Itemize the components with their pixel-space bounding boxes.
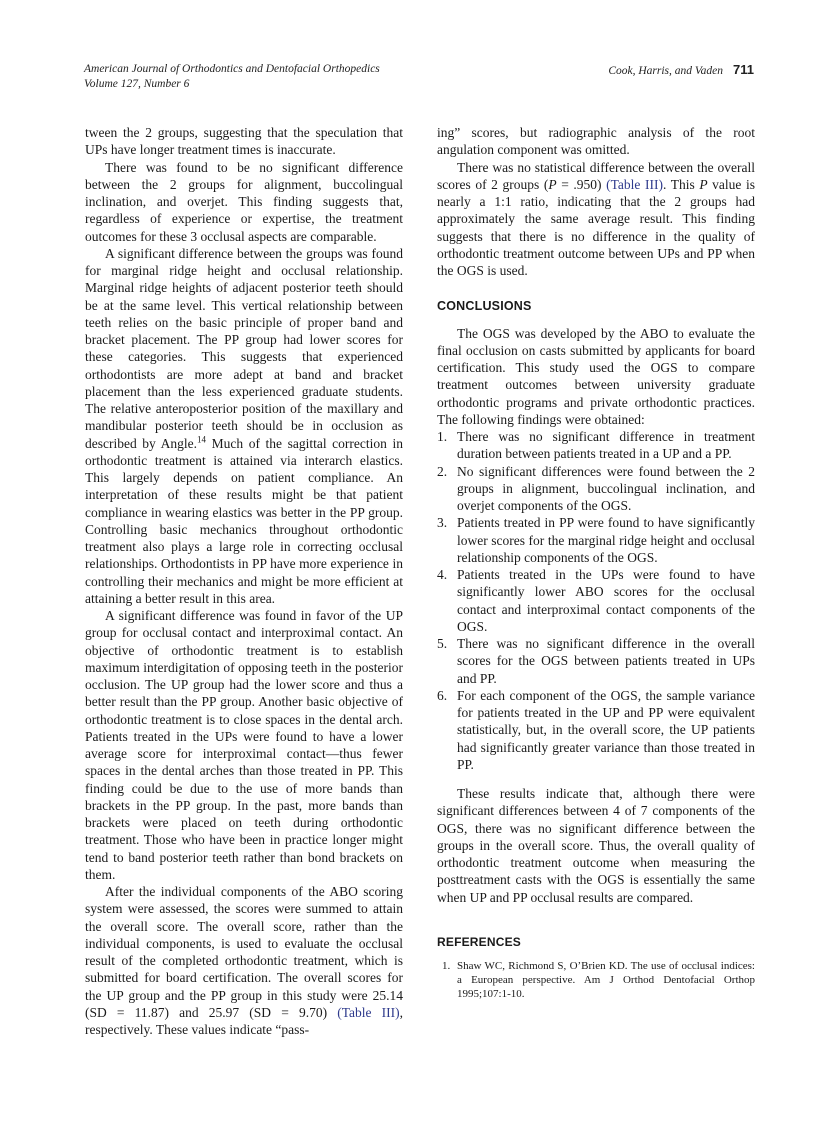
finding-text: There was no significant difference in the overall scores for the OGS between patients treated in UPs and PP.	[457, 636, 755, 686]
reference-number: 1.	[442, 960, 451, 972]
finding-number: 3.	[437, 515, 448, 531]
finding-number: 5.	[437, 636, 448, 651]
paragraph-text: value is nearly a 1:1 ratio, indicating that the 2 groups had approximately the same average result. This finding suggests that there is no difference in the quality of orthodontic treatment outcome between UPs and PP when the OGS is used.	[437, 176, 755, 278]
finding-text: No significant differences were found between the 2 groups in alignment, buccolingual inclination, and overjet components of the OGS.	[457, 463, 755, 513]
paragraph-text: . This	[662, 176, 700, 192]
journal-volume: Volume 127, Number 6	[84, 78, 190, 90]
header-right	[608, 62, 754, 79]
citation-superscript[interactable]: 14	[197, 434, 207, 444]
conclusions-heading: CONCLUSIONS	[437, 299, 532, 314]
paragraph-text: , respectively. These values indicate “pass-	[85, 1004, 403, 1037]
paragraph-text: = .950)	[556, 176, 607, 192]
finding-number: 1.	[437, 429, 448, 444]
journal-info	[84, 62, 380, 92]
finding-text: For each component of the OGS, the sample variance for patients treated in the UP and PP were equivalent statistically, but, in the overall score, the UP patients had significantly greater variance than those treated in PP.	[457, 687, 755, 772]
paragraph: ing” scores, but radiographic analysis of the root angulation component was omitted.	[437, 125, 755, 158]
finding-item	[437, 428, 755, 463]
paragraph-text: There was no statistical difference between the overall scores of 2 groups (	[437, 159, 755, 192]
paragraph	[85, 245, 403, 607]
finding-item	[437, 635, 755, 687]
paragraph-text: After the individual components of the ABO scoring system were assessed, the scores were summed to attain the overall score. The overall score, rather than the individual components, is used to evaluate the occlusal result of the completed orthodontic treatment, which is submitted for board certification. The overall scores for the UP group and the PP group in this study were 25.14 (SD = 11.87) and 25.97 (SD = 9.70)	[85, 884, 403, 1020]
reference-text: Shaw WC, Richmond S, O’Brien KD. The use of occlusal indices: a European perspective. Am J Orthod Dentofacial Orthop 1995;107:1-10.	[457, 960, 755, 1000]
table-iii-link[interactable]: (Table III)	[337, 1004, 400, 1020]
paragraph: There was found to be no significant difference between the 2 groups for alignment, buccolingual inclination, and overjet. This finding suggests that, regardless of experience or expertise, the treatment outcomes for these 3 occlusal aspects are comparable.	[85, 159, 403, 244]
paragraph	[437, 159, 755, 280]
conclusions-intro: The OGS was developed by the ABO to evaluate the final occlusion on casts submitted by applicants for board certification. This study used the OGS to compare treatment outcomes between university graduate orthodontic programs and private orthodontic practices. The following findings were obtained:	[437, 325, 755, 427]
right-column	[437, 124, 755, 1001]
finding-number: 6.	[437, 687, 448, 703]
references-heading: REFERENCES	[437, 934, 522, 949]
reference-item	[437, 959, 755, 1001]
summary-paragraph: These results indicate that, although there were significant differences between 4 of 7 components of the OGS, there was no significant difference between the groups in the overall score. Thus, the overall quality of orthodontic treatment outcome when measuring the posttreatment casts with the OGS is essentially the same when UP and PP occlusal results are compared.	[437, 786, 755, 905]
finding-text: There was no significant difference in treatment duration between patients treated in a UP and a PP.	[457, 429, 755, 462]
references-list	[437, 959, 755, 1001]
paragraph-text: Much of the sagittal correction in orthodontic treatment is attained via interarch elastics. This largely depends on patient compliance. An interpretation of these results might be that patient compliance in wearing elastics was better in the PP group. Controlling basic mechanics throughout orthodontic treatment also plays a large role in correcting occlusal relationships. Orthodontists in PP have more experience in controlling their mechanics and might be more efficient at attaining a better result in this area.	[85, 435, 403, 606]
finding-item	[437, 566, 755, 635]
p-variable: P	[548, 176, 557, 192]
paragraph: A significant difference was found in favor of the UP group for occlusal contact and interproximal contact. An objective of orthodontic treatment is to establish maximum interdigitation of opposing teeth in the posterior occlusion. The UP group had the lower score and thus a better result than the PP group. Another basic objective of orthodontic treatment is to close spaces in the dental arch. Patients treated in the UPs were found to have a lower average score for interproximal contact—thus fewer spaces in the dental arches than those treated in PP. This finding could be due to the use of more bands than brackets in the PP group. In the past, more bands than brackets were placed on teeth during orthodontic treatment. Those who have been in practice longer might tend to band posterior teeth rather than bond brackets on them.	[85, 608, 403, 882]
finding-item	[437, 687, 755, 773]
paragraph: tween the 2 groups, suggesting that the speculation that UPs have longer treatment times is inaccurate.	[85, 125, 403, 158]
p-variable: P	[699, 176, 708, 192]
finding-item	[437, 463, 755, 515]
finding-number: 4.	[437, 567, 448, 582]
paragraph-text: A significant difference between the groups was found for marginal ridge height and occlusal relationship. Marginal ridge heights of adjacent posterior teeth should be at the same level. This vertical relationship between teeth relies on the basic principle of proper band and bracket placement. The PP group had lower scores for these categories. This suggests that experienced orthodontists are more adept at band and bracket placement than the less experienced graduate students. The relative anteroposterior position of the maxillary and mandibular posterior teeth should be in occlusion as described by Angle.	[85, 245, 403, 451]
findings-list	[437, 428, 755, 773]
finding-number: 2.	[437, 463, 448, 479]
finding-text: Patients treated in PP were found to have significantly lower scores for the marginal ridge height and occlusal relationship components of the OGS.	[457, 515, 755, 565]
journal-title: American Journal of Orthodontics and Dentofacial Orthopedics	[84, 63, 380, 75]
page-number: 711	[733, 62, 754, 77]
finding-item	[437, 514, 755, 566]
table-iii-link[interactable]: (Table III)	[606, 176, 663, 192]
paragraph	[85, 883, 403, 1038]
finding-text: Patients treated in the UPs were found to have significantly lower ABO scores for the occlusal contact and interproximal contact components of the OGS.	[457, 567, 755, 634]
article-authors: Cook, Harris, and Vaden	[608, 65, 724, 77]
left-column	[85, 124, 403, 1038]
